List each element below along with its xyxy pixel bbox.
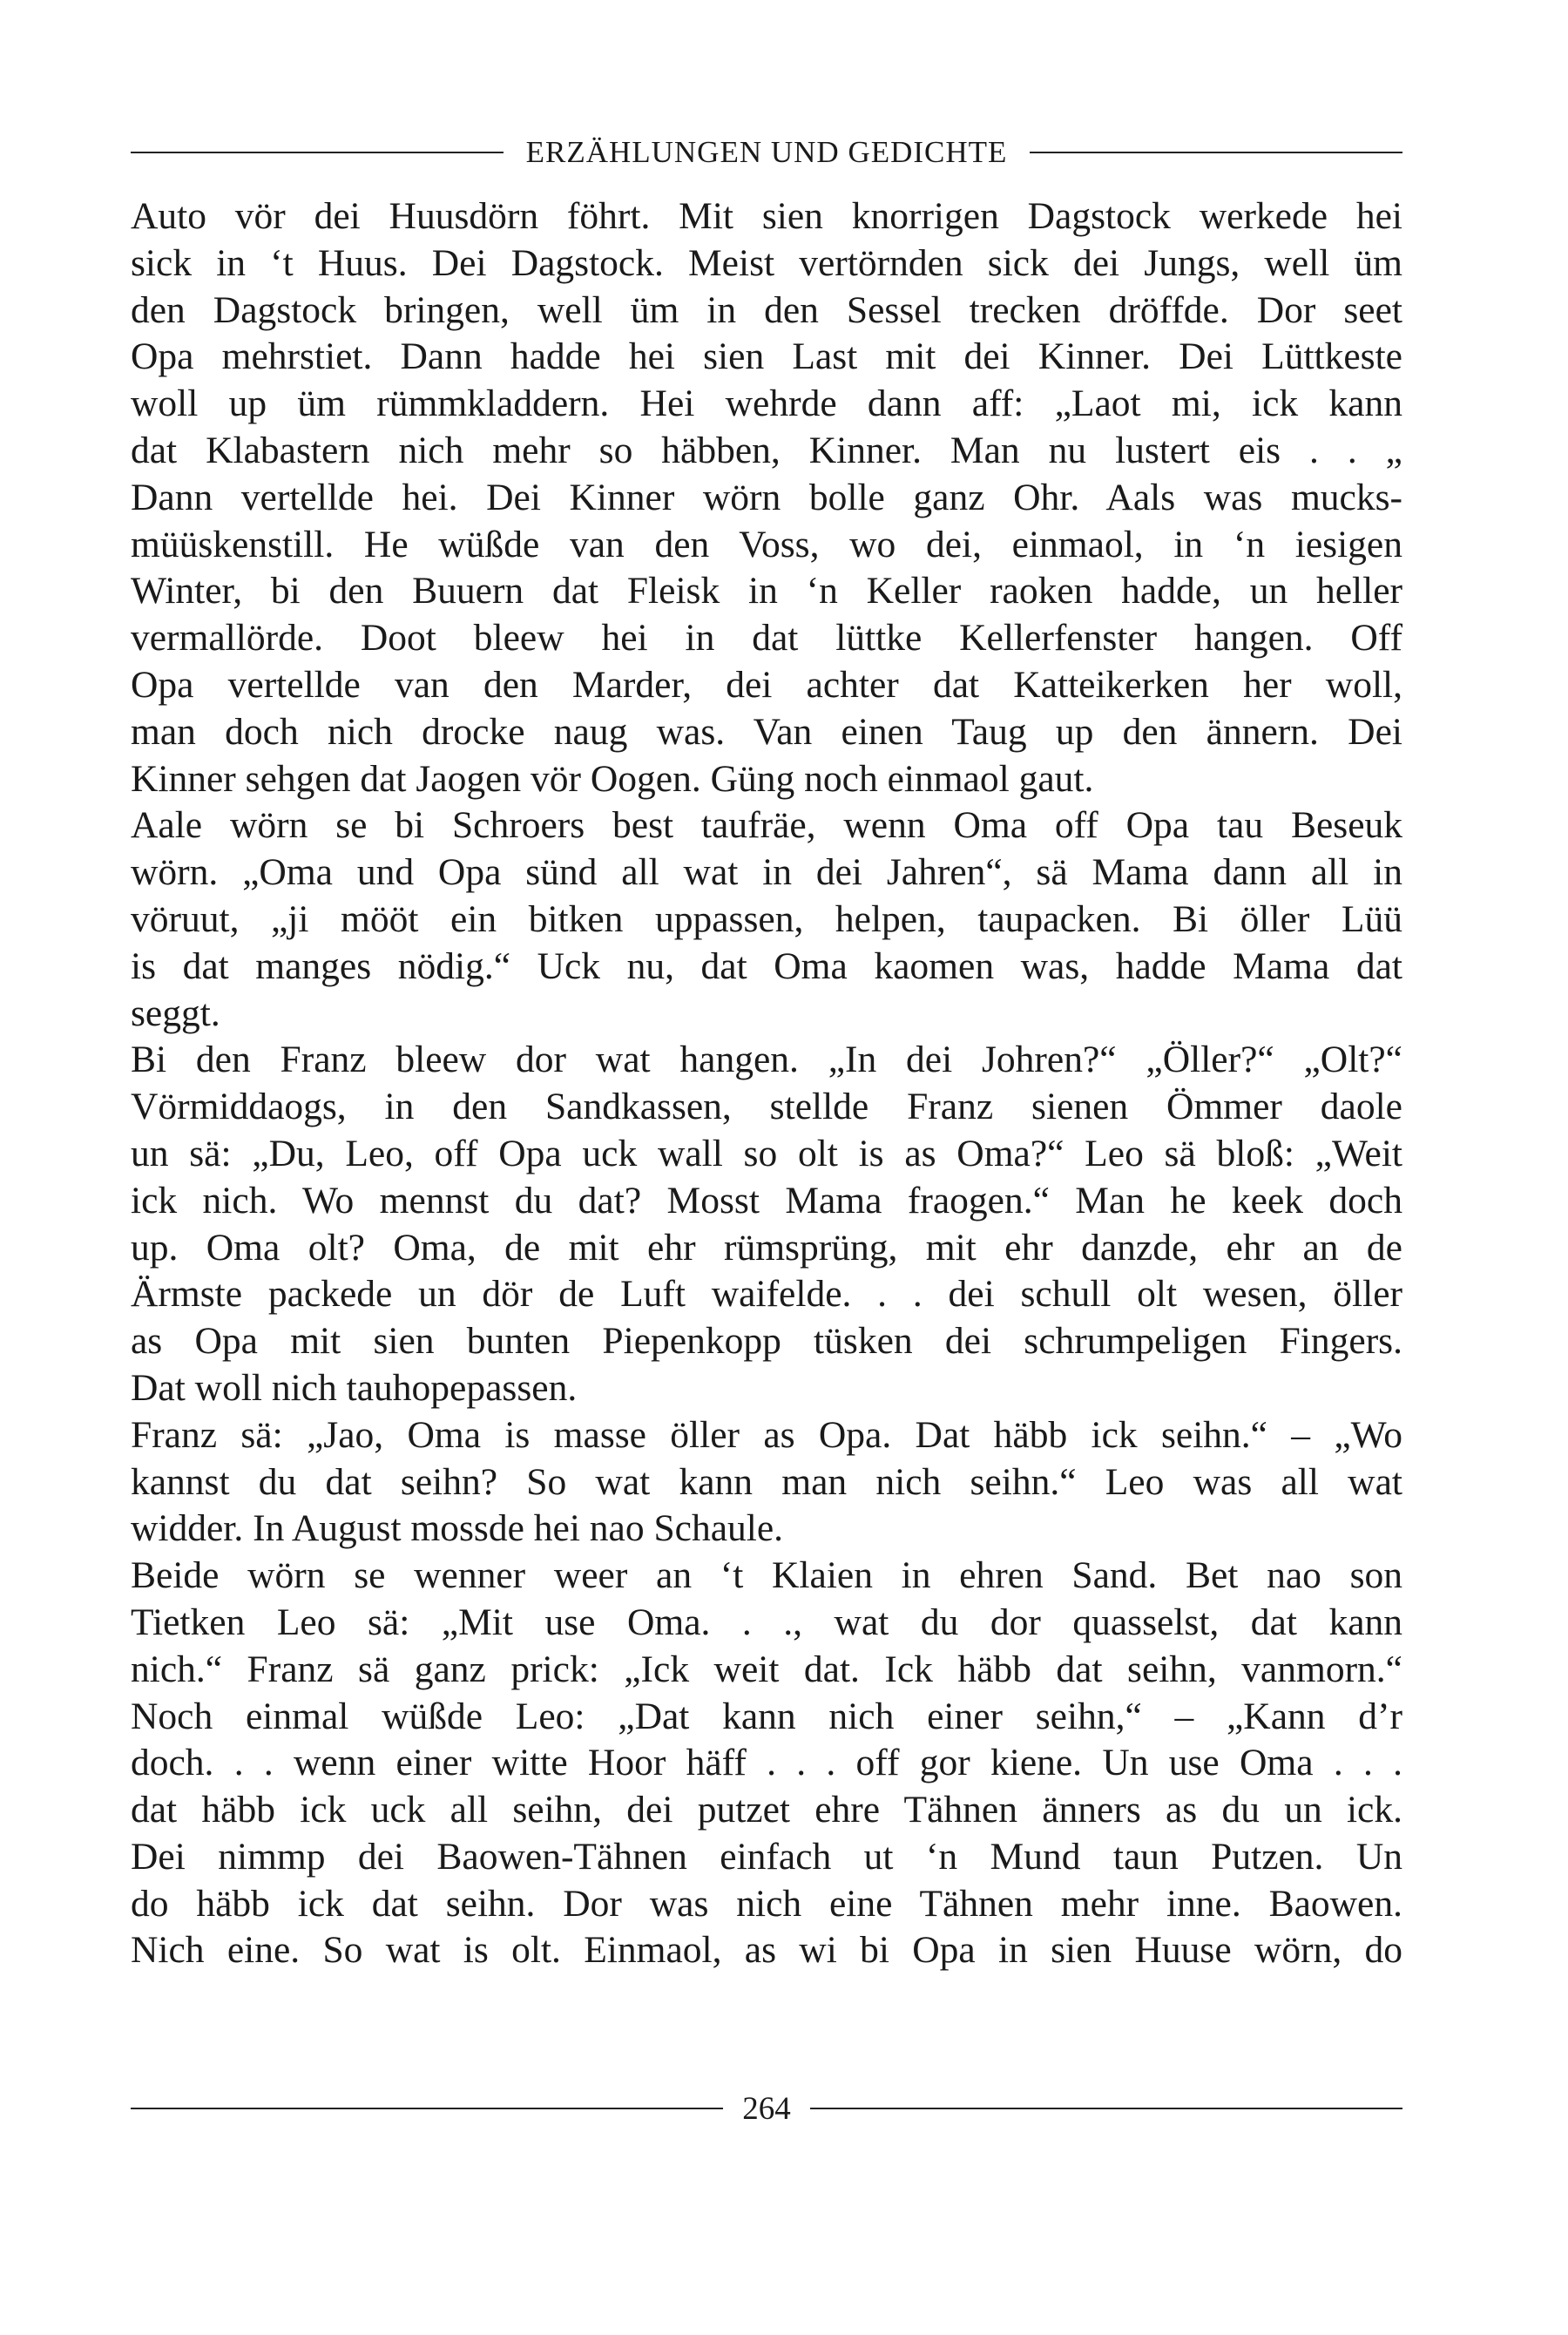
text-line: Beide wörn se wenner weer an ‘t Klaien in ehren Sand. Bet nao son xyxy=(131,1554,1402,1597)
text-line: up. Oma olt? Oma, de mit ehr rümsprüng, mit ehr danzde, ehr an de xyxy=(131,1226,1402,1269)
header-rule-left xyxy=(131,152,504,153)
text-line: wörn. „Oma und Opa sünd all wat in dei Jahren“, sä Mama dann all in xyxy=(131,851,1402,894)
text-line: nich.“ Franz sä ganz prick: „Ick weit dat. Ick häbb dat seihn, vanmorn.“ xyxy=(131,1648,1402,1690)
text-line: man doch nich drocke naug was. Van einen Taug up den ännern. Dei xyxy=(131,710,1402,753)
text-line: Opa vertellde van den Marder, dei achter dat Katteikerken her woll, xyxy=(131,663,1402,706)
text-line: Tietken Leo sä: „Mit use Oma. . ., wat du dor quasselst, dat kann xyxy=(131,1601,1402,1643)
text-line: sick in ‘t Huus. Dei Dagstock. Meist vertörnden sick dei Jungs, well üm xyxy=(131,241,1402,284)
text-line: do häbb ick dat seihn. Dor was nich eine Tähnen mehr inne. Baowen. xyxy=(131,1882,1402,1925)
text-line: Aale wörn se bi Schroers best taufräe, wenn Oma off Opa tau Beseuk xyxy=(131,804,1402,847)
text-line: woll up üm rümmkladdern. Hei wehrde dann aff: „Laot mi, ick kann xyxy=(131,382,1402,425)
page-number: 264 xyxy=(742,2090,791,2127)
text-line: Vörmiddaogs, in den Sandkassen, stellde Franz sienen Ömmer daole xyxy=(131,1086,1402,1128)
text-line: widder. In August mossde hei nao Schaule. xyxy=(131,1507,784,1550)
text-line: vermallörde. Doot bleew hei in dat lüttke Kellerfenster hangen. Off xyxy=(131,617,1402,660)
text-line: dat häbb ick uck all seihn, dei putzet ehre Tähnen änners as du un ick. xyxy=(131,1789,1402,1831)
header-title: ERZÄHLUNGEN UND GEDICHTE xyxy=(525,135,1008,169)
text-line: Winter, bi den Buuern dat Fleisk in ‘n Keller raoken hadde, un heller xyxy=(131,570,1402,613)
header-rule-right xyxy=(1030,152,1402,153)
page-footer xyxy=(131,2082,1402,2135)
text-line: Dat woll nich tauhopepassen. xyxy=(131,1366,578,1409)
footer-rule-left xyxy=(131,2108,723,2109)
text-line: Nich eine. So wat is olt. Einmaol, as wi bi Opa in sien Huuse wörn, do xyxy=(131,1929,1402,1972)
text-line: Dei nimmp dei Baowen-Tähnen einfach ut ‘n Mund taun Putzen. Un xyxy=(131,1835,1402,1878)
text-line: kannst du dat seihn? So wat kann man nich seihn.“ Leo was all wat xyxy=(131,1460,1402,1503)
text-line: vöruut, „ji mööt ein bitken uppassen, helpen, taupacken. Bi öller Lüü xyxy=(131,897,1402,940)
text-line: Auto vör dei Huusdörn föhrt. Mit sien knorrigen Dagstock werkede hei xyxy=(131,195,1402,237)
text-line: Kinner sehgen dat Jaogen vör Oogen. Güng noch einmaol gaut. xyxy=(131,757,1094,800)
text-line: ick nich. Wo mennst du dat? Mosst Mama fraogen.“ Man he keek doch xyxy=(131,1179,1402,1222)
text-line: Bi den Franz bleew dor wat hangen. „In dei Johren?“ „Öller?“ „Olt?“ xyxy=(131,1039,1402,1081)
text-line: Dann vertellde hei. Dei Kinner wörn bolle ganz Ohr. Aals was mucks- xyxy=(131,476,1402,518)
running-header xyxy=(131,126,1402,179)
text-line: Opa mehrstiet. Dann hadde hei sien Last mit dei Kinner. Dei Lüttkeste xyxy=(131,335,1402,378)
text-line: un sä: „Du, Leo, off Opa uck wall so olt is as Oma?“ Leo sä bloß: „Weit xyxy=(131,1132,1402,1174)
text-line: Ärmste packede un dör de Luft waifelde. . . dei schull olt wesen, öller xyxy=(131,1273,1402,1316)
text-line: Noch einmal wüßde Leo: „Dat kann nich einer seihn,“ – „Kann d’r xyxy=(131,1695,1402,1737)
text-line: is dat manges nödig.“ Uck nu, dat Oma kaomen was, hadde Mama dat xyxy=(131,944,1402,987)
body-text xyxy=(131,193,1402,1974)
footer-rule-right xyxy=(810,2108,1402,2109)
text-line: den Dagstock bringen, well üm in den Sessel trecken dröffde. Dor seet xyxy=(131,288,1402,331)
text-line: dat Klabastern nich mehr so häbben, Kinner. Man nu lustert eis . . „ xyxy=(131,429,1402,471)
text-line: doch. . . wenn einer witte Hoor häff . . . off gor kiene. Un use Oma . . . xyxy=(131,1742,1402,1784)
text-line: müüskenstill. He wüßde van den Voss, wo dei, einmaol, in ‘n iesigen xyxy=(131,523,1402,565)
text-line: seggt. xyxy=(131,992,220,1034)
text-line: as Opa mit sien bunten Piepenkopp tüsken dei schrumpeligen Fingers. xyxy=(131,1320,1402,1363)
text-line: Franz sä: „Jao, Oma is masse öller as Opa. Dat häbb ick seihn.“ – „Wo xyxy=(131,1413,1402,1456)
